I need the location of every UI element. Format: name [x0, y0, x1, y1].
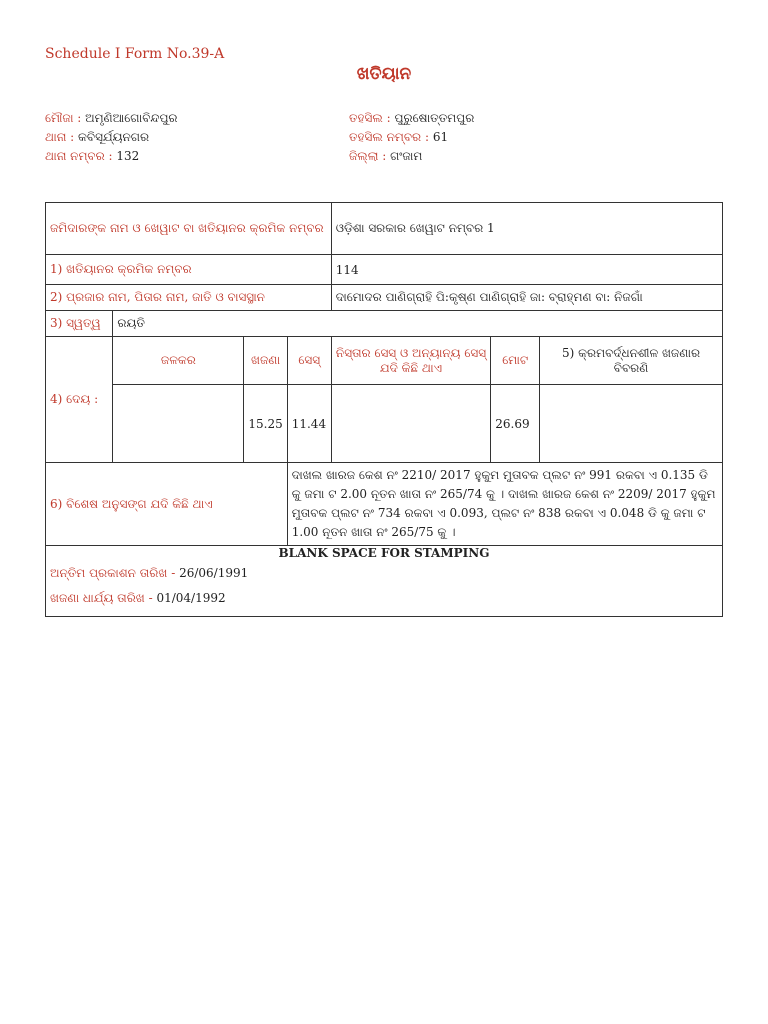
dues-label: 4) ଦେୟ : [46, 337, 113, 463]
table-row [46, 203, 723, 255]
footer-cell [46, 546, 723, 617]
table-row [46, 463, 723, 546]
meta-left [45, 109, 178, 166]
meta-label: ତହସିଲ ନମ୍ବର : [349, 130, 433, 144]
stamp-space-label: BLANK SPACE FOR STAMPING [278, 546, 490, 560]
table-row [46, 337, 723, 385]
final-publication-date [50, 560, 718, 585]
meta-value: ଗଂଜାମ [390, 149, 423, 163]
value-ses: 11.44 [287, 385, 331, 463]
header-nistar-ses: ନିସ୍ତାର ସେସ୍ ଓ ଅନ୍ୟାନ୍ୟ ସେସ୍ ଯଦି କିଛି ଥାଏ [331, 337, 491, 385]
form-number: Schedule I Form No.39-A [45, 46, 225, 62]
tax-assessment-value: 01/04/1992 [156, 591, 226, 605]
right-value: ରୟତି [113, 311, 723, 337]
meta-value: ଅମୃଣିଆଗୋବିନ୍ଦପୁର [85, 111, 178, 125]
meta-value: କବିସୂର୍ଯ୍ୟନଗର [78, 130, 150, 144]
header-details: 5) କ୍ରମବର୍ଦ୍ଧନଶୀଳ ଖଜଣାର ବିବରଣି [540, 337, 723, 385]
right-label: 3) ସ୍ୱତ୍ୱ [46, 311, 113, 337]
header-jalakar: ଜଳକର [113, 337, 244, 385]
meta-value: 132 [116, 149, 140, 163]
meta-label: ଜିଲ୍ଲା : [349, 149, 391, 163]
khatiyan-serial-value: 114 [331, 255, 722, 285]
table-row [46, 546, 723, 617]
meta-district [349, 147, 474, 166]
header-mot: ମୋଟ [491, 337, 540, 385]
table-row [46, 385, 723, 463]
table-row [46, 285, 723, 311]
page-title: ଖତିୟାନ [356, 64, 412, 84]
special-remarks-label: 6) ବିଶେଷ ଅନୁସଙ୍ଗ ଯଦି କିଛି ଥାଏ [46, 463, 288, 546]
tenant-value: ଦାମୋଦର ପାଣିଗ୍ରାହି ପି:କୃଷ୍ଣ ପାଣିଗ୍ରାହି ଜା: ବ୍ରାହ୍ମଣ ବା: ନିଜଗାଁ [331, 285, 722, 311]
meta-thana [45, 128, 178, 147]
owner-value: ଓଡ଼ିଶା ସରକାର ଖେୱାଟ ନମ୍ବର 1 [331, 203, 722, 255]
final-publication-value: 26/06/1991 [179, 566, 249, 580]
tenant-label: 2) ପ୍ରଜାର ନାମ, ପିତାର ନାମ, ଜାତି ଓ ବାସସ୍ଥାନ [46, 285, 332, 311]
tax-assessment-label: ଖଜଣା ଧାର୍ଯ୍ୟ ତାରିଖ - [50, 591, 157, 605]
tax-assessment-date [50, 585, 718, 610]
table-row [46, 255, 723, 285]
meta-value: 61 [432, 130, 449, 144]
meta-tahasil [349, 109, 474, 128]
final-publication-label: ଅନ୍ତିମ ପ୍ରକାଶନ ତାରିଖ - [50, 566, 180, 580]
meta-right [349, 109, 474, 166]
khatiyan-table [45, 202, 723, 617]
khatiyan-serial-label: 1) ଖତିୟାନର କ୍ରମିକ ନମ୍ବର [46, 255, 332, 285]
meta-thana-number [45, 147, 178, 166]
value-nistar-ses [331, 385, 491, 463]
special-remarks-value: ଦାଖଲ ଖାରଜ କେଶ ନଂ 2210/ 2017 ହୁକୁମ ମୁତାବକ ପ୍ଲଟ ନଂ 991 ରକବା ଏ 0.135 ଡି କୁ ଜମା ଟ 2.00 ନୂତନ ଖାତା ନଂ 265/74 କୁ । ଦାଖଲ ଖାରଜ କେଶ ନଂ 2209/ 2017 ହୁକୁମ ମୁତାବକ ପ୍ଲଟ ନଂ 734 ରକବା ଏ 0.093, ପ୍ଲଟ ନଂ 838 ରକବା ଏ 0.048 ଡି କୁ ଜମା ଟ 1.00 ନୂତନ ଖାତା ନଂ 265/75 କୁ । [287, 463, 722, 546]
meta-value: ପୁରୁଷୋତ୍ତମପୁର [394, 111, 475, 125]
meta-mouza [45, 109, 178, 128]
value-khajana: 15.25 [244, 385, 287, 463]
meta-label: ଥାନା ନମ୍ବର : [45, 149, 117, 163]
meta-label: ମୌଜା : [45, 111, 86, 125]
table-row [46, 311, 723, 337]
value-mot: 26.69 [491, 385, 540, 463]
meta-label: ଥାନା : [45, 130, 79, 144]
header-ses: ସେସ୍ [287, 337, 331, 385]
owner-label: ଜମିଦାରଙ୍କ ନାମ ଓ ଖେୱାଟ ବା ଖତିୟାନର କ୍ରମିକ ନମ୍ବର [46, 203, 332, 255]
meta-label: ତହସିଲ : [349, 111, 395, 125]
header-khajana: ଖଜଣା [244, 337, 287, 385]
value-details [540, 385, 723, 463]
meta-tahasil-number [349, 128, 474, 147]
value-jalakar [113, 385, 244, 463]
